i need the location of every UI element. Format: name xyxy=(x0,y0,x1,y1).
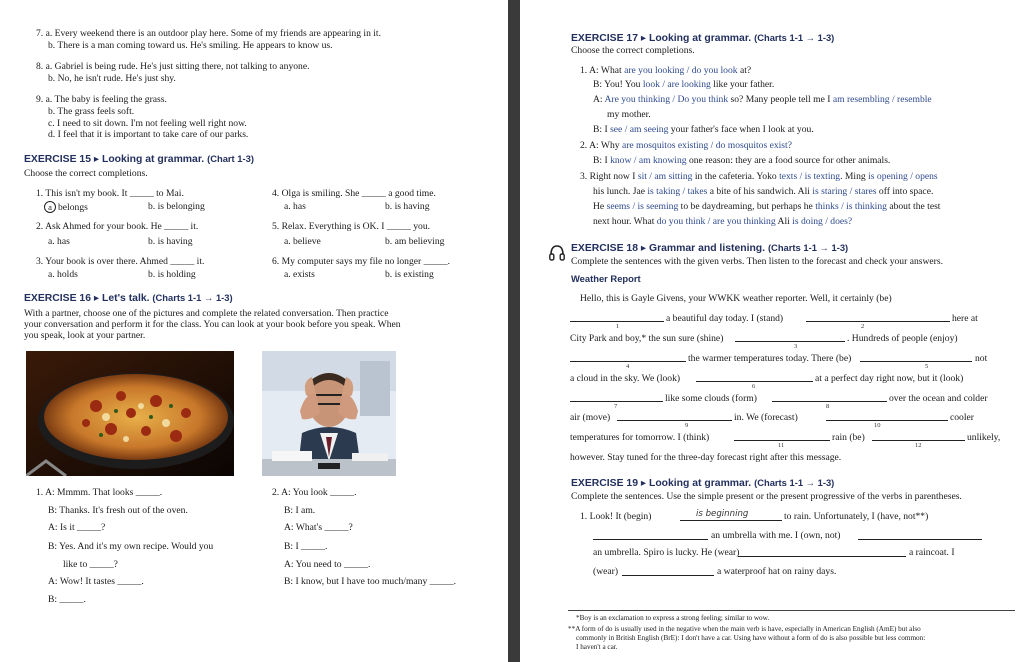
weather-line-w4a: the warmer temperatures today. There (be) xyxy=(688,353,852,364)
exercise-19-chart-ref: (Charts 1-1 → 1-3) xyxy=(754,477,835,488)
line-q3b: b. is holding xyxy=(148,269,196,280)
ex19-line-g1a: 1. Look! It (begin) xyxy=(580,511,652,522)
line-l9a: 9. a. The baby is feeling the grass. xyxy=(36,94,167,105)
line-text: Ali xyxy=(775,216,793,227)
ex19-line-g2a: an umbrella with me. I (own, not) xyxy=(711,530,841,541)
blank-number-2: 2 xyxy=(861,323,865,330)
choice-option[interactable]: know / am knowing xyxy=(610,155,687,166)
choice-option[interactable]: is opening / opens xyxy=(868,171,938,182)
blank-number-11: 11 xyxy=(778,442,785,449)
exercise-16-chart-ref: (Charts 1-1 → 1-3) xyxy=(152,292,233,303)
line-text: 3. Right now I xyxy=(580,171,638,182)
footnote-f4: I haven't a car. xyxy=(576,643,618,651)
choice-option[interactable]: is taking / takes xyxy=(647,186,708,197)
blank-number-12: 12 xyxy=(915,442,922,449)
choice-option[interactable]: sit / am sitting xyxy=(637,171,693,182)
blank-number-3: 3 xyxy=(794,343,798,350)
stressed-man-photo xyxy=(262,351,396,476)
choice-option[interactable]: thinks / is thinking xyxy=(815,201,887,212)
stressed-man-illustration xyxy=(262,351,396,476)
line-text: a bite of his sandwich. Ali xyxy=(707,186,813,197)
blank-number-1: 1 xyxy=(616,323,620,330)
exercise-19-title: EXERCISE 19 ▸ Looking at grammar. xyxy=(571,478,752,489)
pizza-photo xyxy=(26,351,234,476)
weather-line-w8a: temperatures for tomorrow. I (think) xyxy=(570,432,710,443)
weather-line-w1: Hello, this is Gayle Givens, your WWKK weather reporter. Well, it certainly (be) xyxy=(580,293,892,304)
line-text: He xyxy=(593,201,607,212)
ex19-line-g3b: a raincoat. I xyxy=(909,547,955,558)
blank-number-7: 7 xyxy=(614,403,618,410)
q1-option-a-text: belongs xyxy=(58,202,88,213)
exercise-18-title: EXERCISE 18 ▸ Grammar and listening. xyxy=(571,243,766,254)
blank-number-10: 10 xyxy=(874,422,881,429)
book-gutter xyxy=(508,0,520,662)
line-q2b: b. is having xyxy=(148,236,193,247)
line-text: his lunch. Jae xyxy=(593,186,648,197)
ex19-line-g1b: to rain. Unfortunately, I (have, not**) xyxy=(784,511,929,522)
line-text: next hour. What xyxy=(593,216,657,227)
line-c1a: 1. A: Mmmm. That looks _____. xyxy=(36,487,163,498)
choice-option[interactable]: seems / is seeming xyxy=(606,201,679,212)
line-q5: 5. Relax. Everything is OK. I _____ you. xyxy=(272,221,431,232)
line-text: in the cafeteria. Yoko xyxy=(692,171,780,182)
line-c1g: B: _____. xyxy=(48,594,86,605)
line-q6: 6. My computer says my file no longer _____. xyxy=(272,256,450,267)
weather-line-w4b: not xyxy=(975,353,988,364)
line-text: 1. A: What xyxy=(580,65,625,76)
line-e16i1: With a partner, choose one of the pictures and complete the related conversation. Then practice xyxy=(24,308,389,319)
q1-option-a[interactable] xyxy=(44,201,88,213)
line-e15i: Choose the correct completions. xyxy=(24,168,148,179)
exercise-15-title: EXERCISE 15 ▸ Looking at grammar. xyxy=(24,154,205,165)
choice-option[interactable]: are mosquitos existing / do mosquitos exist? xyxy=(621,140,792,151)
footnote-f1: *Boy is an exclamation to express a strong feeling; similar to wow. xyxy=(576,614,770,622)
weather-line-w2b: here at xyxy=(952,313,978,324)
line-l7a: 7. a. Every weekend there is an outdoor play here. Some of my friends are appearing in it. xyxy=(36,28,381,39)
line-text: at? xyxy=(737,65,752,76)
line-l7b: b. There is a man coming toward us. He's smiling. He appears to know us. xyxy=(48,40,333,51)
line-q6a: a. exists xyxy=(284,269,315,280)
ex19-line-g4a: (wear) xyxy=(593,566,619,577)
line-q4: 4. Olga is smiling. She _____ a good time. xyxy=(272,188,436,199)
choice-option[interactable]: is staring / stares xyxy=(812,186,877,197)
line-l9c: c. I need to sit down. I'm not feeling well right now. xyxy=(48,118,247,129)
line-q2: 2. Ask Ahmed for your book. He _____ it. xyxy=(36,221,199,232)
footnote-f2: **A form of do is usually used in the negative when the main verb is have, especially in American English (AmE) but also xyxy=(568,625,921,633)
weather-line-w8c: unlikely, xyxy=(967,432,1001,443)
blank-number-4: 4 xyxy=(626,363,630,370)
line-text: my mother. xyxy=(607,109,651,120)
choice-option[interactable]: are you looking / do you look xyxy=(624,65,738,76)
exercise-19-instructions: Complete the sentences. Use the simple present or the present progressive of the verbs in parentheses. xyxy=(571,491,962,502)
line-q5b: b. am believing xyxy=(385,236,445,247)
line-text: to be daydreaming, but perhaps he xyxy=(678,201,816,212)
right-page xyxy=(520,0,1026,662)
line-q1b: b. is belonging xyxy=(148,201,205,212)
weather-line-w5b: at a perfect day right now, but it (look) xyxy=(815,373,964,384)
choice-option[interactable]: do you think / are you thinking xyxy=(656,216,776,227)
line-q4b: b. is having xyxy=(385,201,430,212)
exercise-15-heading xyxy=(24,153,254,165)
line-c1f: A: Wow! It tastes _____. xyxy=(48,576,144,587)
footnote-f3: commonly in British English (BrE): I don't have a car. Using have without a form of do is also possible but less common: xyxy=(576,634,926,642)
weather-line-w7b: in. We (forecast) xyxy=(734,412,798,423)
exercise-15-chart-ref: (Chart 1-3) xyxy=(207,153,254,164)
line-c2c: A: What's _____? xyxy=(284,522,353,533)
ex19-line-g3a: an umbrella. Spiro is lucky. He (wear) xyxy=(593,547,740,558)
weather-line-w3a: City Park and boy,* the sun sure (shine) xyxy=(570,333,724,344)
line-c1e: like to _____? xyxy=(63,559,118,570)
line-e16i3: you speak, look at your partner. xyxy=(24,330,146,341)
line-l8b: b. No, he isn't rude. He's just shy. xyxy=(48,73,176,84)
line-c2d: B: I _____. xyxy=(284,541,328,552)
blank-number-6: 6 xyxy=(752,383,756,390)
line-text: B: You! You xyxy=(593,79,643,90)
line-text: B: I xyxy=(593,124,611,135)
exercise-17-title: EXERCISE 17 ▸ Looking at grammar. xyxy=(571,33,752,44)
exercise-17-instructions: Choose the correct completions. xyxy=(571,45,695,56)
line-c2b: B: I am. xyxy=(284,505,316,516)
line-q3: 3. Your book is over there. Ahmed _____ it. xyxy=(36,256,205,267)
weather-line-w6a: like some clouds (form) xyxy=(665,393,757,404)
circled-answer-icon: a xyxy=(44,201,56,213)
line-q1: 1. This isn't my book. It _____ to Mai. xyxy=(36,188,184,199)
line-q6b: b. is existing xyxy=(385,269,434,280)
line-q2a: a. has xyxy=(48,236,70,247)
exercise-16-heading xyxy=(24,292,233,304)
line-q4a: a. has xyxy=(284,201,306,212)
line-c2a: 2. A: You look _____. xyxy=(272,487,357,498)
line-text: off into space. xyxy=(876,186,934,197)
line-text: like your father. xyxy=(710,79,775,90)
choice-option[interactable]: is doing / does? xyxy=(792,216,853,227)
line-text: about the test xyxy=(886,201,941,212)
choice-option[interactable]: texts / is texting xyxy=(779,171,841,182)
line-text: A: xyxy=(593,94,605,105)
line-text: one reason: they are a food source for other animals. xyxy=(686,155,891,166)
line-text: so? Many people tell me I xyxy=(728,94,833,105)
exercise-16-title: EXERCISE 16 ▸ Let's talk. xyxy=(24,293,150,304)
weather-line-w6b: over the ocean and colder xyxy=(889,393,988,404)
pizza-illustration xyxy=(26,351,234,476)
blank-number-9: 9 xyxy=(685,422,689,429)
example-answer-handwritten: is beginning xyxy=(696,509,749,519)
weather-line-w9: however. Stay tuned for the three-day forecast right after this message. xyxy=(570,452,842,463)
line-c1d: B: Yes. And it's my own recipe. Would you xyxy=(48,541,214,552)
choice-option[interactable]: look / are looking xyxy=(642,79,711,90)
weather-report-subtitle: Weather Report xyxy=(571,273,641,284)
blank-number-5: 5 xyxy=(925,363,929,370)
weather-line-w8b: rain (be) xyxy=(832,432,865,443)
line-q3a: a. holds xyxy=(48,269,78,280)
blank-number-8: 8 xyxy=(826,403,830,410)
choice-option[interactable]: see / am seeing xyxy=(610,124,669,135)
exercise-18-chart-ref: (Charts 1-1 → 1-3) xyxy=(767,242,849,253)
choice-option[interactable]: Are you thinking / Do you think xyxy=(604,94,729,105)
line-e16i2: your conversation and perform it for the class. You can look at your book before you speak. When xyxy=(24,319,401,330)
line-text: 2. A: Why xyxy=(580,140,622,151)
weather-line-w7c: cooler xyxy=(950,412,974,423)
line-c1c: A: Is it _____? xyxy=(48,522,106,533)
exercise-18-instructions: Complete the sentences with the given verbs. Then listen to the forecast and check your answers. xyxy=(571,256,944,267)
line-text: B: I xyxy=(593,155,611,166)
line-l8a: 8. a. Gabriel is being rude. He's just sitting there, not talking to anyone. xyxy=(36,61,310,72)
weather-line-w5a: a cloud in the sky. We (look) xyxy=(570,373,681,384)
exercise-17-chart-ref: (Charts 1-1 → 1-3) xyxy=(754,32,835,43)
line-c1b: B: Thanks. It's fresh out of the oven. xyxy=(48,505,188,516)
line-text: your father's face when I look at you. xyxy=(668,124,814,135)
line-text: . Ming xyxy=(840,171,869,182)
line-q5a: a. believe xyxy=(284,236,321,247)
weather-line-w7a: air (move) xyxy=(570,412,611,423)
weather-line-w2a: a beautiful day today. I (stand) xyxy=(666,313,784,324)
ex19-line-g4b: a waterproof hat on rainy days. xyxy=(717,566,837,577)
line-l9d: d. I feel that it is important to take care of our parks. xyxy=(48,129,249,140)
weather-line-w3b: . Hundreds of people (enjoy) xyxy=(847,333,958,344)
line-l9b: b. The grass feels soft. xyxy=(48,106,135,117)
line-c2f: B: I know, but I have too much/many _____. xyxy=(284,576,457,587)
line-c2e: A: You need to _____. xyxy=(284,559,371,570)
left-page xyxy=(0,0,508,662)
choice-option[interactable]: am resembling / resemble xyxy=(832,94,932,105)
